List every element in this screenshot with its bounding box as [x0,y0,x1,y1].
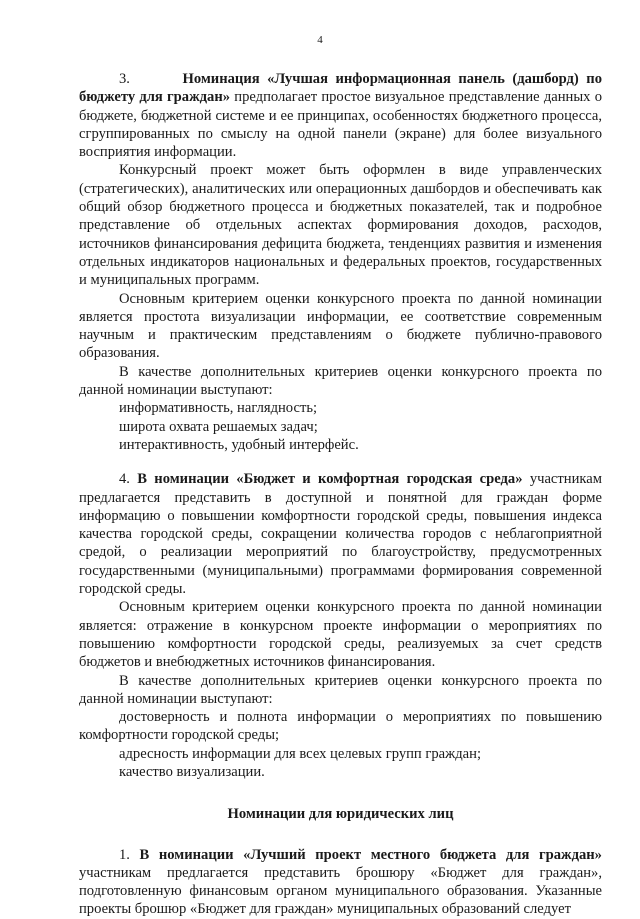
nomination-4-number: 4. [119,471,130,488]
nomination-3-extra-criteria-intro: В качестве дополнительных критериев оценки конкурсного проекта по данной номинации выступают: [79,363,602,399]
nomination-3-intro: предполагает простое визуальное представление данных о бюджете, бюджетной системе и ее принципах, особенностях бюджетного процесса, сгруппированных по смыслу на одной панели (экране) для более визуального восприятия информации. [79,89,602,161]
document-body [79,70,602,919]
nomination-4-criterion-item: достоверность и полнота информации о мероприятиях по повышению комфортности городской среды; [79,709,602,744]
nomination-4-intro: участникам предлагается представить в доступной и понятной для граждан форме информацию о повышении комфортности городской среды, повышения индекса качества городской среды, сокращении количества городов с неблагоприятной средой, о реализации мероприятий по благоустройству, предусмотренных государственными (муниципальными) программами формирования современной городской среды. [79,471,602,598]
legal-nomination-1-intro: участникам предлагается представить брошюру «Бюджет для граждан», подготовленную финансовым органом муниципального образования. Указанные проекты брошюр «Бюджет для граждан» муниципальных образований следует [79,864,602,918]
nomination-3-criterion-item: информативность, наглядность; [119,400,318,417]
legal-entities-heading: Номинации для юридических лиц [227,806,454,823]
legal-nomination-1-number: 1. [119,846,130,863]
nomination-4-criterion-paragraph: Основным критерием оценки конкурсного проекта по данной номинации является: отражение в конкурсном проекте информации о мероприятиях по повышению комфортности городской среды, реализуемых за счет средств бюджетов и внебюджетных источников финансирования. [79,599,602,671]
nomination-4-criterion-item: адресность информации для всех целевых групп граждан; [119,745,482,762]
nomination-4-title: В номинации «Бюджет и комфортная городская среда» [137,471,523,488]
legal-nomination-1-title: В номинации «Лучший проект местного бюджета для граждан» [139,846,602,863]
nomination-3-paragraph [79,70,602,161]
nomination-4-criterion-item: качество визуализации. [119,763,265,780]
page-number: 4 [317,34,323,46]
legal-nomination-1-paragraph [79,846,602,919]
nomination-3-criterion-item: широта охвата решаемых задач; [119,418,318,435]
nomination-4-extra-criteria-intro: В качестве дополнительных критериев оценки конкурсного проекта по данной номинации выступают: [79,672,602,707]
nomination-3-criterion-item: интерактивность, удобный интерфейс. [119,436,359,453]
nomination-3-number: 3. [119,71,130,87]
nomination-3-format-paragraph: Конкурсный проект может быть оформлен в виде управленческих (стратегических), аналитических или операционных дашбордов и обеспечивать как общий обзор бюджетного процесса и бюджетных показателей, так и подробное представление об отдельных аспектах формирования доходов, расходов, источников финансирования дефицита бюджета, тенденциях развития и изменения отдельных индикаторов национальных и федеральных проектов, государственных и муниципальных программ. [79,162,602,289]
nomination-3-title: Номинация «Лучшая информационная панель (дашборд) по бюджету для граждан» [79,71,602,106]
nomination-3-criterion-paragraph: Основным критерием оценки конкурсного проекта по данной номинации является простота визуализации информации, ее соответствие современным научным и практическим представлениям о бюджете публично-правового образования. [79,290,602,362]
nomination-4-paragraph [79,470,602,598]
